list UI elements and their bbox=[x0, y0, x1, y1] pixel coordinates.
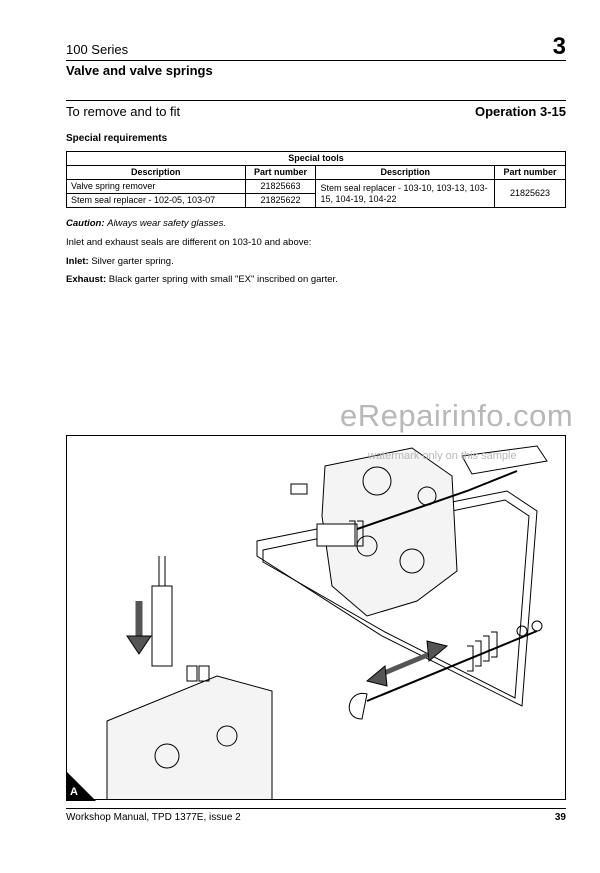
watermark-subtitle: watermark only on this sample bbox=[368, 450, 517, 462]
caution-note bbox=[66, 218, 226, 229]
footer-manual: Workshop Manual, TPD 1377E, issue 2 bbox=[66, 812, 241, 823]
operation-rule bbox=[66, 100, 566, 101]
inlet-text: Silver garter spring. bbox=[91, 256, 174, 267]
figure-label: A bbox=[70, 786, 78, 798]
column-header: Part number bbox=[245, 166, 316, 180]
page-title: Valve and valve springs bbox=[66, 63, 213, 78]
seal-note: Inlet and exhaust seals are different on 103-10 and above: bbox=[66, 237, 312, 248]
series-label: 100 Series bbox=[66, 42, 129, 57]
inlet-note bbox=[66, 256, 174, 267]
table-cell: Valve spring remover bbox=[67, 180, 246, 194]
table-cell: 21825623 bbox=[495, 180, 566, 208]
chapter-number: 3 bbox=[552, 33, 566, 60]
special-requirements-heading: Special requirements bbox=[66, 133, 168, 144]
column-header: Description bbox=[67, 166, 246, 180]
exhaust-text: Black garter spring with small "EX" inscribed on garter. bbox=[108, 274, 338, 285]
header-rule bbox=[66, 60, 566, 61]
page-number: 39 bbox=[554, 812, 566, 823]
inlet-label: Inlet: bbox=[66, 256, 89, 267]
watermark: eRepairinfo.com bbox=[340, 398, 574, 433]
table-title: Special tools bbox=[67, 152, 566, 166]
column-header: Part number bbox=[495, 166, 566, 180]
operation-number: Operation 3-15 bbox=[474, 104, 566, 119]
table-cell: Stem seal replacer - 103-10, 103-13, 103-15, 104-19, 104-22 bbox=[316, 180, 495, 208]
operation-title: To remove and to fit bbox=[66, 104, 181, 119]
exhaust-note bbox=[66, 274, 338, 285]
table-cell: 21825622 bbox=[245, 194, 316, 208]
column-header: Description bbox=[316, 166, 495, 180]
caution-text: Always wear safety glasses. bbox=[107, 218, 226, 229]
illustration-drawing bbox=[67, 436, 566, 800]
footer-rule bbox=[66, 808, 566, 809]
valve-spring-illustration bbox=[66, 435, 566, 800]
special-tools-table bbox=[66, 151, 566, 208]
exhaust-label: Exhaust: bbox=[66, 274, 107, 285]
table-cell: Stem seal replacer - 102-05, 103-07 bbox=[67, 194, 246, 208]
table-cell: 21825663 bbox=[245, 180, 316, 194]
caution-label: Caution: bbox=[66, 218, 105, 229]
